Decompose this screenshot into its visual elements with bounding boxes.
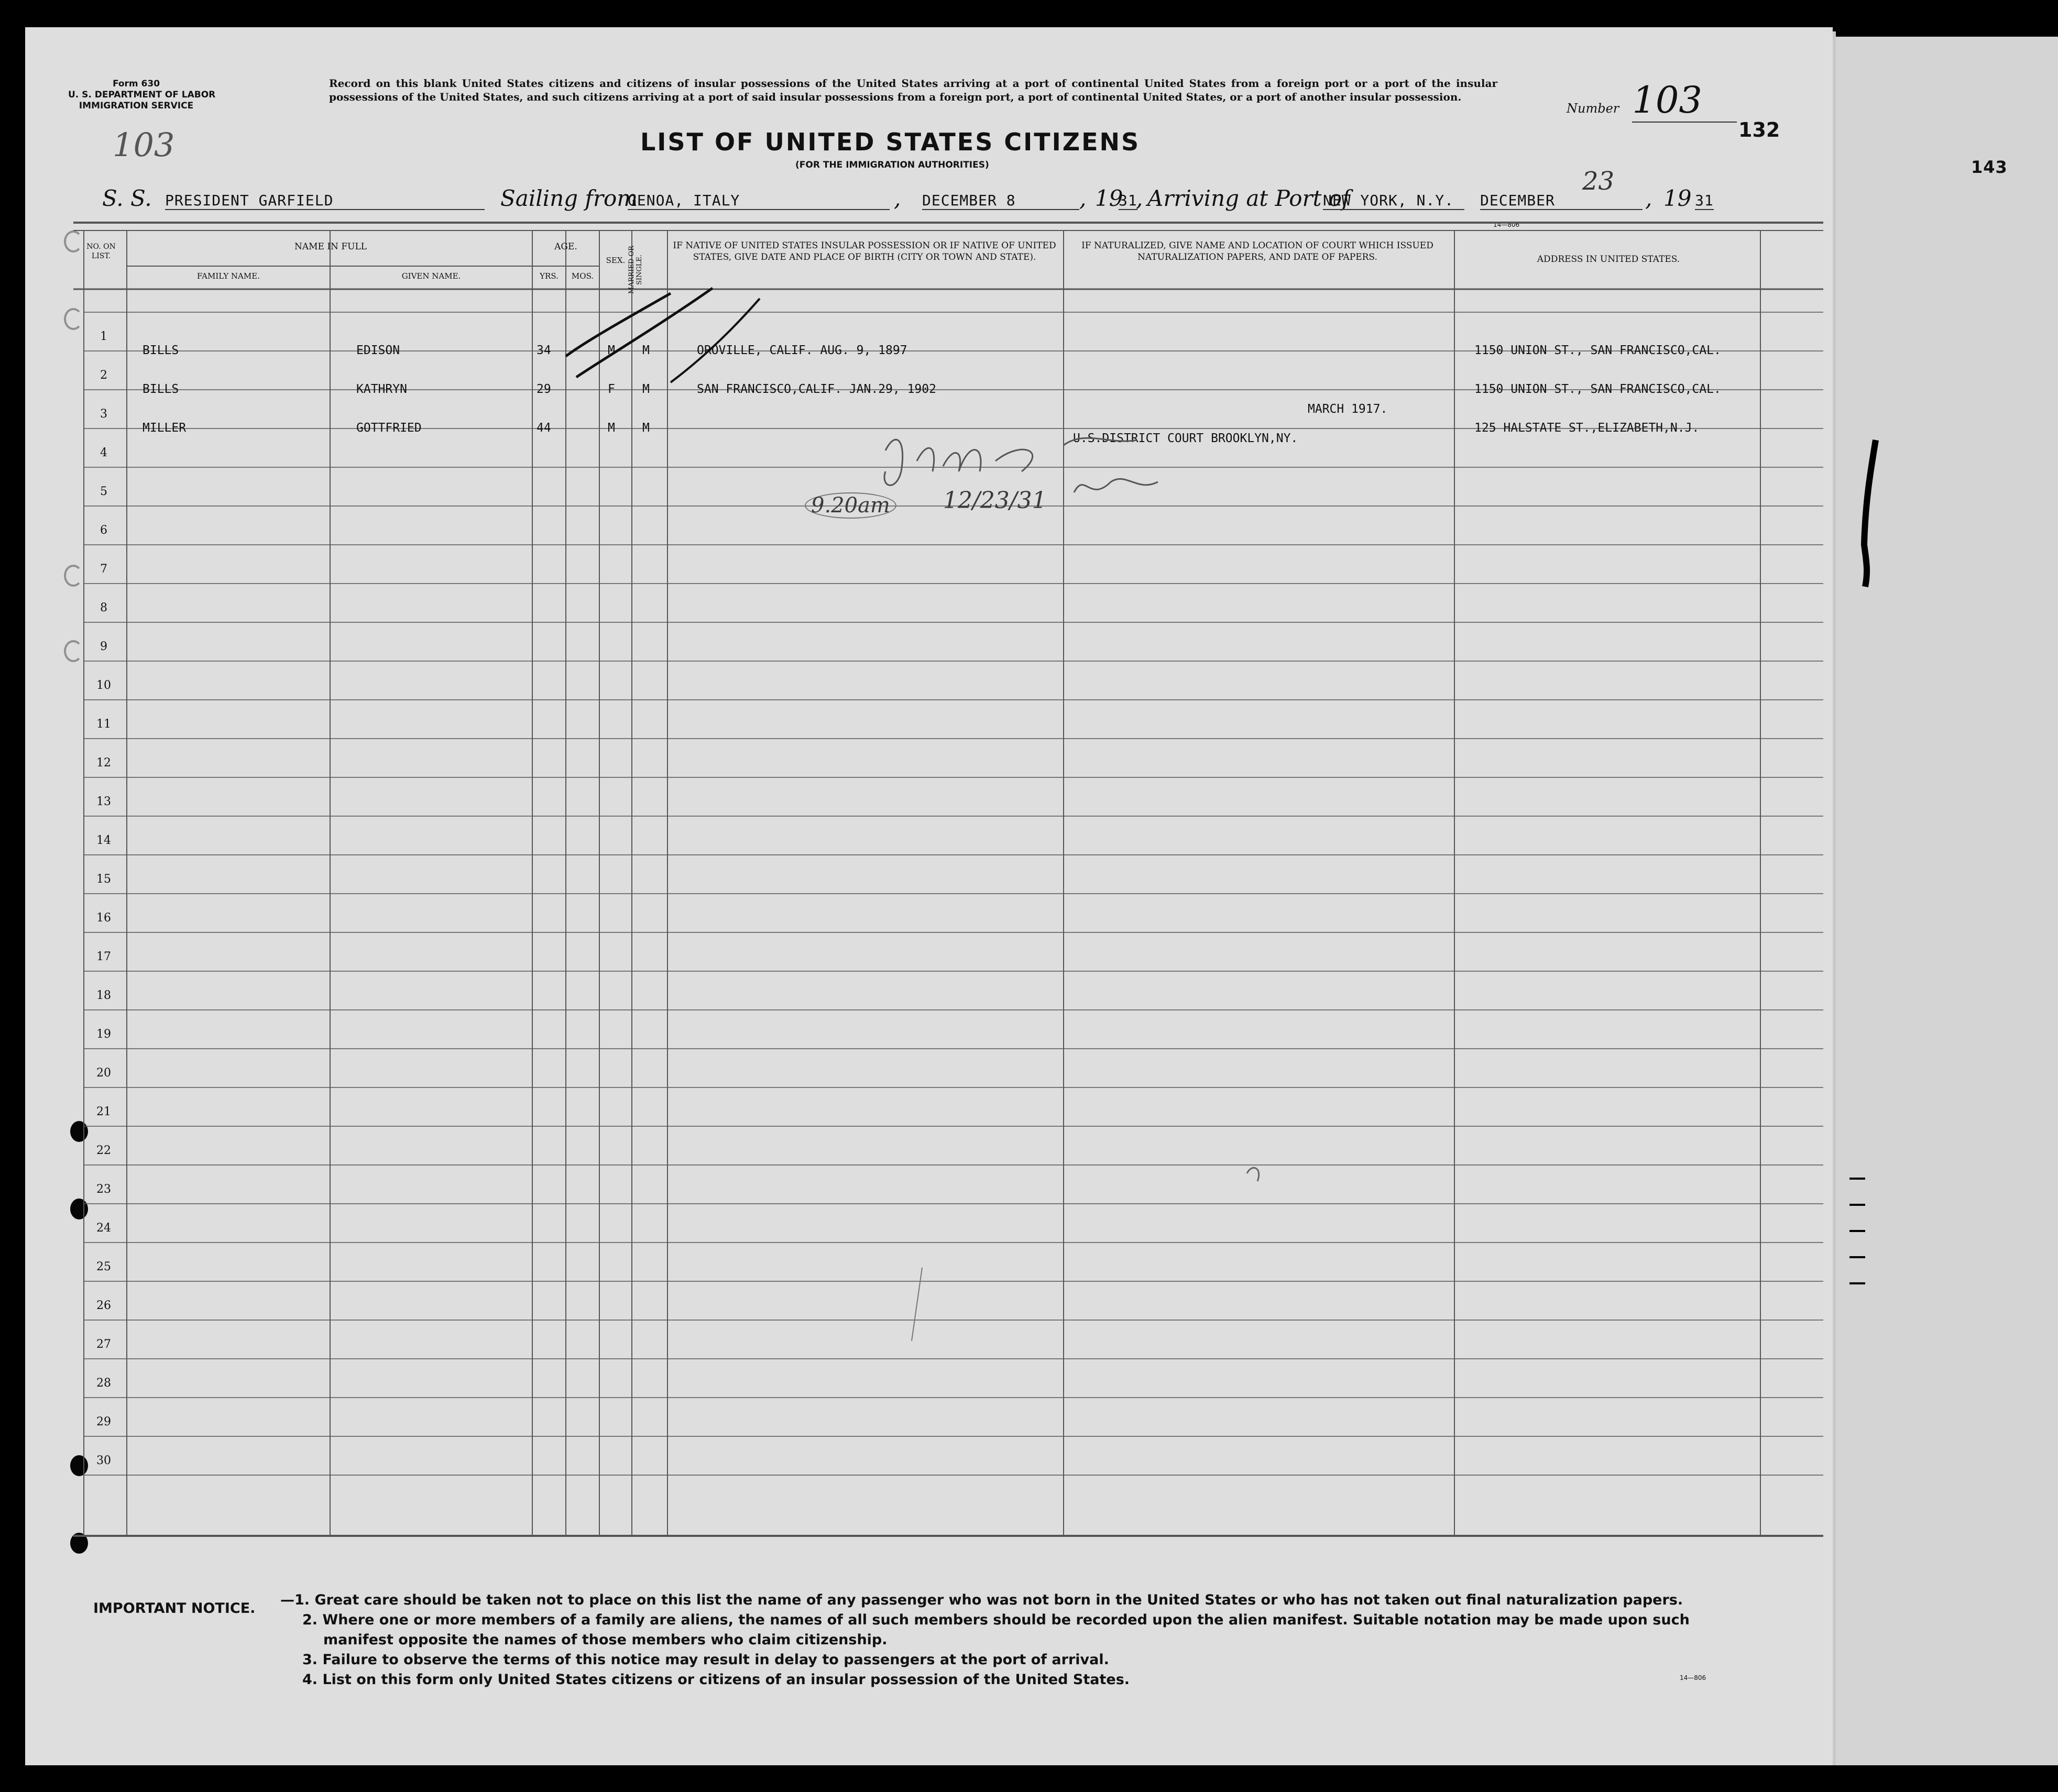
page-number: 132 xyxy=(1738,118,1780,141)
pencil-stroke xyxy=(912,1268,922,1341)
arrival-year: 31 xyxy=(1695,192,1714,209)
address-cell: 1150 UNION ST., SAN FRANCISCO,CAL. xyxy=(1474,382,1721,396)
header-age: AGE. xyxy=(554,241,577,252)
header-family-name: FAMILY NAME. xyxy=(197,271,260,281)
sex-cell: M xyxy=(608,421,615,435)
row-number: 9 xyxy=(100,640,107,653)
side-margin-marks xyxy=(1834,430,1897,1320)
row-number: 23 xyxy=(96,1183,111,1196)
row-number: 22 xyxy=(96,1144,111,1157)
header-naturalized: IF NATURALIZED, GIVE NAME AND LOCATION OF COURT WHICH ISSUED NATURALIZATION PAPERS, AND DATE OF PAPERS. xyxy=(1081,240,1433,262)
handwritten-check-marks xyxy=(555,278,775,414)
row-number: 2 xyxy=(100,369,107,382)
given-name-cell: GOTTFRIED xyxy=(356,421,422,435)
header-no-on-list: NO. ON LIST. xyxy=(86,243,116,260)
row-number: 28 xyxy=(96,1377,111,1390)
row-number: 30 xyxy=(96,1454,111,1467)
naturalization-date: MARCH 1917. xyxy=(1308,402,1388,416)
comma: , xyxy=(1645,185,1652,211)
address-cell: 125 HALSTATE ST.,ELIZABETH,N.J. xyxy=(1474,421,1700,435)
sex-cell: M xyxy=(608,344,615,357)
arrival-year-prefix: 19 xyxy=(1663,185,1692,211)
row-number: 27 xyxy=(96,1338,111,1351)
age-years-cell: 44 xyxy=(537,421,551,435)
row-number: 19 xyxy=(96,1028,111,1041)
birth-info-cell: SAN FRANCISCO,CALIF. JAN.29, 1902 xyxy=(697,382,936,396)
header-yrs: YRS. xyxy=(540,271,559,281)
row-number: 20 xyxy=(96,1067,111,1080)
row-number: 8 xyxy=(100,601,107,614)
family-name-cell: MILLER xyxy=(143,421,187,435)
handwritten-signature xyxy=(864,409,1231,529)
birth-info-cell: OROVILLE, CALIF. AUG. 9, 1897 xyxy=(697,344,907,357)
department-name: U. S. DEPARTMENT OF LABOR xyxy=(68,90,216,100)
ship-name: PRESIDENT GARFIELD xyxy=(165,192,485,210)
printer-mark: 14—806 xyxy=(1493,221,1520,228)
row-number: 24 xyxy=(96,1222,111,1235)
row-number: 13 xyxy=(96,795,111,808)
row-number: 4 xyxy=(100,446,107,459)
header-birth: IF NATIVE OF UNITED STATES INSULAR POSSESSION OR IF NATIVE OF UNITED STATES, GIVE DATE AND PLACE OF BIRTH (CITY OR TOWN AND STATE). xyxy=(673,240,1056,262)
row-number: 16 xyxy=(96,911,111,925)
row-number: 26 xyxy=(96,1299,111,1312)
arrival-port: NEW YORK, N.Y. xyxy=(1323,192,1464,210)
family-name-cell: BILLS xyxy=(143,382,179,396)
annotation-time: 9.20am xyxy=(805,492,896,519)
notice-item-3: 3. Failure to observe the terms of this notice may result in delay to passengers at the port of arrival. xyxy=(302,1652,1109,1668)
service-name: IMMIGRATION SERVICE xyxy=(79,101,194,111)
row-number: 3 xyxy=(100,408,107,421)
comma: , xyxy=(894,185,901,211)
marital-status-cell: M xyxy=(642,421,650,435)
family-name-cell: BILLS xyxy=(143,344,179,357)
sailing-from: GENOA, ITALY xyxy=(628,192,890,210)
marital-status-cell: M xyxy=(642,344,650,357)
side-page-number: 143 xyxy=(1971,157,2008,177)
notice-item-2: 2. Where one or more members of a family are aliens, the names of all such members should be recorded upon the alien manifest. Suitable notation may be made upon such xyxy=(302,1612,1690,1628)
row-number: 14 xyxy=(96,834,111,847)
header-married-or-single: MARRIED OR SINGLE. xyxy=(628,246,643,294)
comma: , xyxy=(1079,185,1087,211)
notice-item-2-cont: manifest opposite the names of those members who claim citizenship. xyxy=(323,1632,888,1648)
row-number: 18 xyxy=(96,989,111,1002)
page-subtitle: (FOR THE IMMIGRATION AUTHORITIES) xyxy=(795,160,989,170)
number-label: Number xyxy=(1567,101,1619,116)
header-sex: SEX. xyxy=(606,256,626,265)
header-name-in-full: NAME IN FULL xyxy=(294,241,367,252)
notice-item-1: —1. Great care should be taken not to place on this list the name of any passenger who was not born in the United States or who has not taken out final naturalization papers. xyxy=(280,1592,1683,1608)
row-number: 1 xyxy=(100,330,107,343)
arrival-day: 23 xyxy=(1582,167,1615,196)
sailing-year: 31 xyxy=(1119,192,1137,209)
age-years-cell: 34 xyxy=(537,344,551,357)
pencil-marks xyxy=(891,1152,1310,1362)
check-stroke xyxy=(576,288,713,377)
check-stroke xyxy=(671,299,760,382)
notice-item-4: 4. List on this form only United States citizens or citizens of an insular possession of the United States. xyxy=(302,1672,1130,1688)
comma: , xyxy=(1136,185,1143,211)
check-stroke xyxy=(566,293,671,356)
given-name-cell: EDISON xyxy=(356,344,400,357)
age-years-cell: 29 xyxy=(537,382,551,396)
row-number: 21 xyxy=(96,1105,111,1118)
row-number: 6 xyxy=(100,524,107,537)
ink-mark xyxy=(1864,440,1876,587)
signature-stroke xyxy=(884,438,1158,492)
row-number: 15 xyxy=(96,873,111,886)
sailing-year-prefix: 19 xyxy=(1095,185,1123,211)
address-cell: 1150 UNION ST., SAN FRANCISCO,CAL. xyxy=(1474,344,1721,357)
sailing-date: DECEMBER 8 xyxy=(922,192,1079,210)
form-number: Form 630 xyxy=(112,79,160,89)
row-number: 17 xyxy=(96,950,111,963)
row-number: 5 xyxy=(100,485,107,498)
naturalization-cell: U.S.DISTRICT COURT BROOKLYN,NY. xyxy=(1073,432,1298,445)
marital-status-cell: M xyxy=(642,382,650,396)
row-number: 10 xyxy=(96,679,111,692)
row-number: 11 xyxy=(96,718,111,731)
row-number: 25 xyxy=(96,1260,111,1273)
arrival-month: DECEMBER xyxy=(1480,192,1643,210)
row-number: 12 xyxy=(96,756,111,769)
notice-printer-mark: 14—806 xyxy=(1680,1674,1706,1681)
header-address: ADDRESS IN UNITED STATES. xyxy=(1537,254,1680,265)
given-name-cell: KATHRYN xyxy=(356,382,407,396)
row-number: 7 xyxy=(100,563,107,576)
number-value: 103 xyxy=(1632,79,1737,123)
notice-label: IMPORTANT NOTICE. xyxy=(93,1600,256,1617)
page-title: LIST OF UNITED STATES CITIZENS xyxy=(640,128,1141,156)
sailing-label: Sailing from xyxy=(500,185,638,211)
arriving-label: Arriving at Port of xyxy=(1147,185,1350,211)
sex-cell: F xyxy=(608,382,615,396)
row-number: 29 xyxy=(96,1415,111,1428)
form-instructions: Record on this blank United States citizens and citizens of insular possessions of the United States arriving at a port of continental United States from a foreign port or a port of the insular possessions of the United States, and such citizens arriving at a port of said insular possessions from a foreign port, a port of continental United States, or a port of another insular possession. xyxy=(329,77,1497,103)
handwritten-number: 103 xyxy=(113,126,175,164)
header-mos: MOS. xyxy=(571,271,594,281)
header-given-name: GIVEN NAME. xyxy=(401,271,461,281)
pencil-stroke xyxy=(1247,1168,1259,1181)
annotation-date: 12/23/31 xyxy=(943,487,1047,514)
ss-label: S. S. xyxy=(102,185,152,211)
